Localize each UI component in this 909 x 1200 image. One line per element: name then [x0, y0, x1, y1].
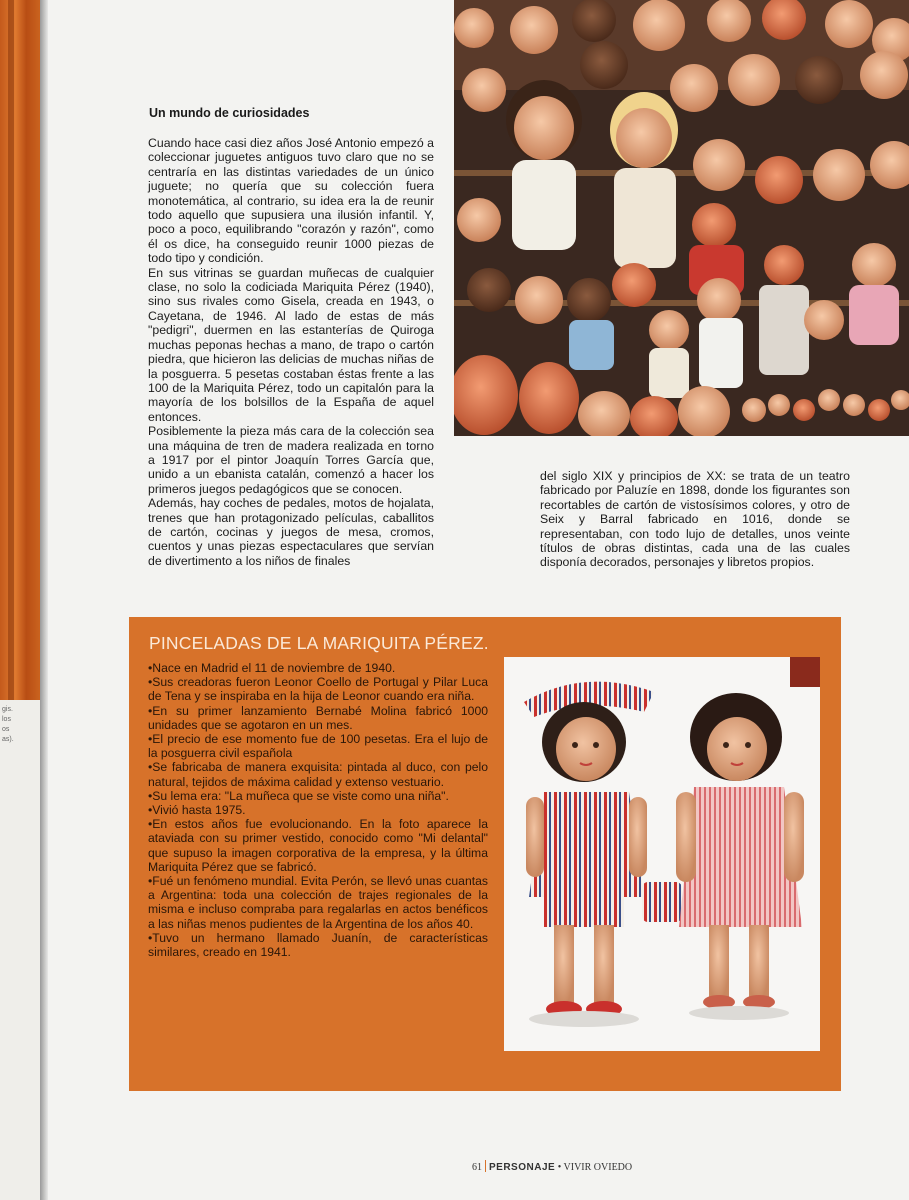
previous-page-edge — [0, 0, 44, 1200]
article-paragraph: Cuando hace casi diez años José Antonio empezó a coleccionar juguetes antiguos tuvo claro que no se centraría en las distintas variedades de un único juguete; no quería que su colección fuera monotemática, al contrario, su idea era la de reunir todo aquello que supusiera una ilusión infantil. Y, poco a poco, equilibrando "corazón y razón", como él os dice, ha conseguido reunir 1000 piezas de todo tipo y condición. — [148, 136, 434, 266]
fact-item: •El precio de ese momento fue de 100 pesetas. Era el lujo de la posguerra civil española — [148, 732, 488, 761]
previous-page-orange-strip — [0, 0, 44, 700]
page-gutter-shadow — [40, 0, 48, 1200]
publication-name: VIVIR OVIEDO — [563, 1162, 633, 1173]
article-subheading: Un mundo de curiosidades — [149, 106, 310, 120]
previous-page-stripe — [8, 0, 14, 700]
two-dolls-illustration — [504, 657, 820, 1051]
fact-item: •Su lema era: "La muñeca que se viste como una niña". — [148, 788, 449, 803]
footer-separator: • — [557, 1162, 562, 1173]
facts-list — [148, 661, 488, 959]
fact-item: •En estos años fue evolucionando. En la foto aparece la ataviada con su primer vestido, conocido como "Mi delantal" que supuso la imagen corporativa de la empresa, y la última Mariquita Pérez que se fabricó. — [148, 817, 488, 874]
footer-divider — [485, 1160, 486, 1172]
fact-item: •En su primer lanzamiento Bernabé Molina fabricó 1000 unidades que se agotaron en un mes. — [148, 703, 488, 732]
article-paragraph: Además, hay coches de pedales, motos de hojalata, trenes que han protagonizado películas, caballitos de cartón, cocinas y juegos de mesa, cromos, cuentos y unas piezas espectaculares que servían de divertimento a los niños de finales — [148, 496, 434, 568]
dolls-collection-illustration — [454, 0, 909, 436]
article-paragraph: Posiblemente la pieza más cara de la colección sea una máquina de tren de madera realizada en torno a 1917 por el pintor Joaquín Torres García que, unido a un ebanista catalán, comenzó a hacer los primeros juegos pedagógicos que se conocen. — [148, 424, 434, 496]
fact-item: •Se fabricaba de manera exquisita: pintada al duco, con pelo natural, tejidos de máxima calidad y extenso vestuario. — [148, 760, 488, 789]
article-column-right — [540, 469, 850, 570]
fact-item: •Fué un fenómeno mundial. Evita Perón, se llevó unas cuantas a Argentina: toda una colección de trajes regionales de la misma e incluso compraba para regalarlas en actos benéficos a las niñas menos pudientes de la Argentina de los años 40. — [148, 874, 488, 931]
fact-item: •Sus creadoras fueron Leonor Coello de Portugal y Pilar Luca de Tena y se inspiraba en la hija de Leonor cuando era niña. — [148, 675, 488, 704]
fact-item: •Vivió hasta 1975. — [148, 803, 246, 818]
article-paragraph: En sus vitrinas se guardan muñecas de cualquier clase, no solo la codiciada Mariquita Pérez (1940), sino sus rivales como Gisela, creada en 1943, o Cayetana, de 1946. Al lado de estas de más "pedigri", duermen en las estanterías de Quiroga muchas peponas hechas a mano, de trapo o cartón piedra, que hicieron las delicias de muchas niñas de la posguerra. 5 pesetas costaban éstas frente a las 100 de la Mariquita Pérez, todo un capitalón para la mayoría de los bolsillos de la España de aquel entonces. — [148, 265, 434, 424]
article-column-left — [148, 136, 434, 568]
facts-sidebar-box — [129, 617, 841, 1091]
previous-page-text-fragment: gis. los os as). — [2, 706, 14, 743]
article-paragraph: del siglo XIX y principios de XX: se trata de un teatro fabricado por Paluzíe en 1898, donde los figurantes son recortables de cartón de vistosísimos colores, y otro de Seix y Barral fabricado en 1016, donde se representaban, con todo lujo de detalles, unos veinte títulos de obras distintas, cada una de las cuales disponía decorados, personajes y libretos propios. — [540, 469, 850, 570]
fact-item: •Tuvo un hermano llamado Juanín, de características similares, creado en 1941. — [148, 930, 488, 960]
page-number: 61 — [472, 1162, 482, 1173]
fact-item: •Nace en Madrid el 11 de noviembre de 1940. — [148, 661, 396, 675]
page-footer — [472, 1160, 632, 1173]
dolls-collection-photo — [454, 0, 909, 436]
mariquita-perez-dolls-photo — [504, 657, 820, 1051]
section-name: PERSONAJE — [489, 1162, 556, 1173]
facts-box-title: PINCELADAS DE LA MARIQUITA PÉREZ. — [149, 633, 489, 653]
